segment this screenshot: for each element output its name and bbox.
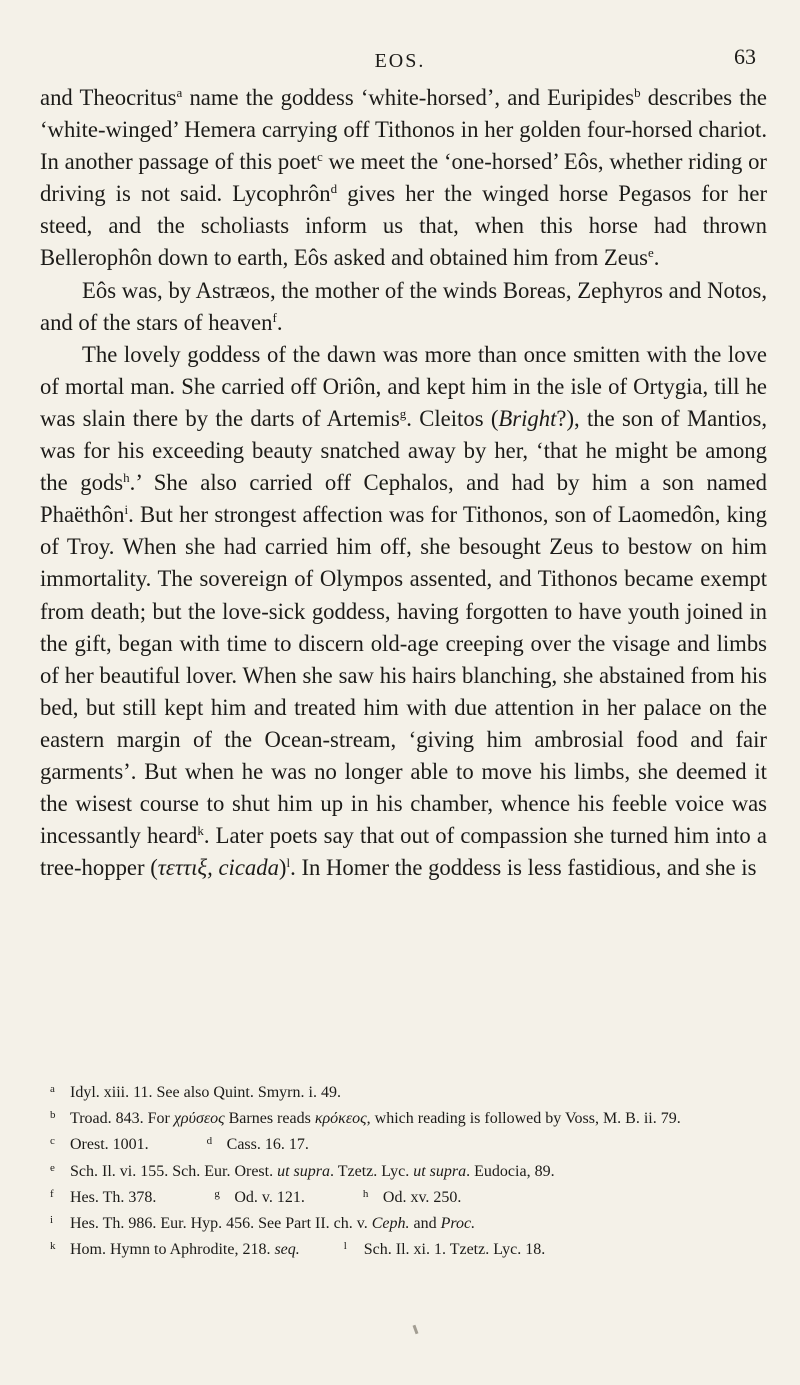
footnote-ref-g: g — [399, 405, 407, 421]
italic-run: τεττιξ, cicada — [157, 855, 279, 881]
footnote-ref-b: b — [634, 85, 641, 100]
footnote-text: . Eudocia, 89. — [466, 1162, 555, 1180]
footnote-text: Barnes reads — [224, 1110, 315, 1128]
footnote-mark: a — [50, 1083, 55, 1095]
footnote-text: Hom. Hymn to Aphrodite, 218. — [70, 1241, 275, 1259]
main-text — [40, 82, 767, 884]
footnote-text: Hes. Th. 378. — [70, 1188, 157, 1206]
footnote-mark: g — [214, 1187, 220, 1200]
italic-run: Ceph. — [371, 1215, 410, 1233]
footnote-text: Hes. Th. 986. Eur. Hyp. 456. See Part II. ch. v. — [70, 1215, 372, 1233]
footnote-ref-f: f — [272, 309, 277, 325]
footnote-mark: f — [50, 1187, 54, 1200]
footnotes — [40, 1078, 767, 1261]
text-run: . Later poets say that out of compassion she turned him into a tree-hopper ( — [40, 823, 767, 881]
running-title: EOS. — [374, 50, 426, 72]
footnote-ref-e: e — [648, 245, 654, 261]
footnote-row-c-d — [40, 1130, 767, 1156]
footnote-text: and — [409, 1215, 441, 1233]
greek-word: κρόκεος — [314, 1110, 367, 1128]
text-run: The lovely goddess of the dawn was more than once smitten with the love of mortal man. She carried off Oriôn, and kept him in the isle of Ortygia, till he was slain there by the darts of Artemis — [40, 341, 767, 431]
italic-run: ut supra — [413, 1162, 467, 1180]
footnote-mark: e — [50, 1161, 55, 1174]
italic-run: Bright — [498, 405, 557, 431]
footnote-i — [40, 1209, 767, 1235]
paragraph-2 — [40, 275, 767, 339]
footnote-mark: h — [362, 1187, 369, 1200]
footnote-text: Od. xv. 250. — [382, 1188, 462, 1206]
text-run: . In Homer the goddess is less fastidious, and she is — [290, 855, 757, 881]
footnote-text: Idyl. xiii. 11. See also Quint. Smyrn. i. 49. — [70, 1084, 341, 1101]
text-run: . — [276, 309, 283, 335]
footnote-text: Troad. 843. For — [70, 1110, 174, 1128]
greek-word: χρύσεος — [173, 1110, 225, 1128]
text-run: describes the ‘white-winged’ Hemera carrying off Tithonos in her golden four-horsed chariot. In another passage of this poet — [40, 85, 767, 175]
paragraph-1 — [40, 82, 767, 275]
italic-run: seq. — [274, 1241, 300, 1259]
footnote-ref-h: h — [123, 470, 130, 486]
text-run: .’ She also carried off Cephalos, and had by him a son named Phaëthôn — [40, 470, 768, 528]
footnote-ref-d: d — [330, 181, 338, 197]
footnote-mark: i — [50, 1214, 54, 1227]
footnote-ref-l: l — [286, 855, 291, 871]
paper-speck — [413, 1325, 419, 1334]
footnote-row-k-l — [40, 1235, 767, 1261]
text-run: ) — [278, 855, 287, 881]
footnote-text: Sch. Il. xi. 1. Tzetz. Lyc. 18. — [363, 1241, 546, 1259]
footnote-text: Od. v. 121. — [234, 1188, 305, 1206]
footnote-text: , which reading is followed by Voss, M. B. ii. 79. — [366, 1110, 681, 1128]
footnote-e — [40, 1157, 767, 1183]
footnote-ref-a: a — [176, 85, 183, 100]
footnote-text: Sch. Il. vi. 155. Sch. Eur. Orest. — [70, 1162, 278, 1180]
footnote-text: Orest. 1001. — [70, 1136, 149, 1154]
footnote-text: . Tzetz. Lyc. — [330, 1162, 414, 1180]
text-run: gives her the winged horse Pegasos for her steed, and the scholiasts inform us that, when this horse had thrown Bellerophôn down to earth, Eôs asked and obtained him from Zeus — [40, 181, 768, 271]
footnote-ref-i: i — [124, 502, 129, 518]
text-run: and Theocritus — [40, 85, 177, 110]
footnote-a — [40, 1078, 767, 1104]
footnote-mark: c — [50, 1135, 55, 1148]
text-run: name the goddess ‘white-horsed’, and Euripides — [182, 85, 635, 110]
footnote-mark: b — [50, 1109, 56, 1122]
text-run: we meet the ‘one-horsed’ Eôs, whether riding or driving is not said. Lycophrôn — [40, 149, 767, 207]
italic-run: Proc. — [440, 1215, 476, 1233]
footnote-mark: k — [50, 1240, 56, 1253]
page-number: 63 — [734, 44, 756, 69]
footnote-ref-k: k — [197, 823, 204, 839]
footnote-ref-c: c — [316, 149, 323, 165]
text-run: Eôs was, by Astræos, the mother of the winds Boreas, Zephyros and Notos, and of the stars of heaven — [40, 277, 767, 335]
italic-run: ut supra — [277, 1162, 330, 1180]
text-run: . Cleitos ( — [406, 405, 499, 431]
footnote-b — [40, 1104, 767, 1130]
footnote-text: Cass. 16. 17. — [226, 1136, 309, 1154]
text-run: . But her strongest affection was for Tithonos, son of Laomedôn, king of Troy. When she had carried him off, she besought Zeus to bestow on him immortality. The sovereign of Olympos assented, and Tithonos became exempt from death; but the love-sick goddess, having forgotten to have youth joined in the gift, began with time to discern old-age creeping over the visage and limbs of her beautiful lover. When she saw his hairs blanching, she abstained from his bed, but still kept him and treated him with due attention in her palace on the eastern margin of the Ocean-stream, ‘giving him ambrosial food and fair garments’. But when he was no longer able to move his limbs, she deemed it the wisest course to shut him up in his chamber, whence his feeble voice was incessantly heard — [40, 502, 767, 849]
text-run: . — [653, 245, 660, 271]
footnote-mark: d — [206, 1135, 213, 1148]
paragraph-3 — [40, 339, 767, 885]
footnote-mark: l — [343, 1240, 347, 1253]
running-head — [0, 44, 800, 76]
footnote-row-f-g-h — [40, 1183, 767, 1209]
text-run: ?), the son of Mantios, was for his exceeding beauty snatched away by her, ‘that he might be among the gods — [40, 405, 768, 496]
